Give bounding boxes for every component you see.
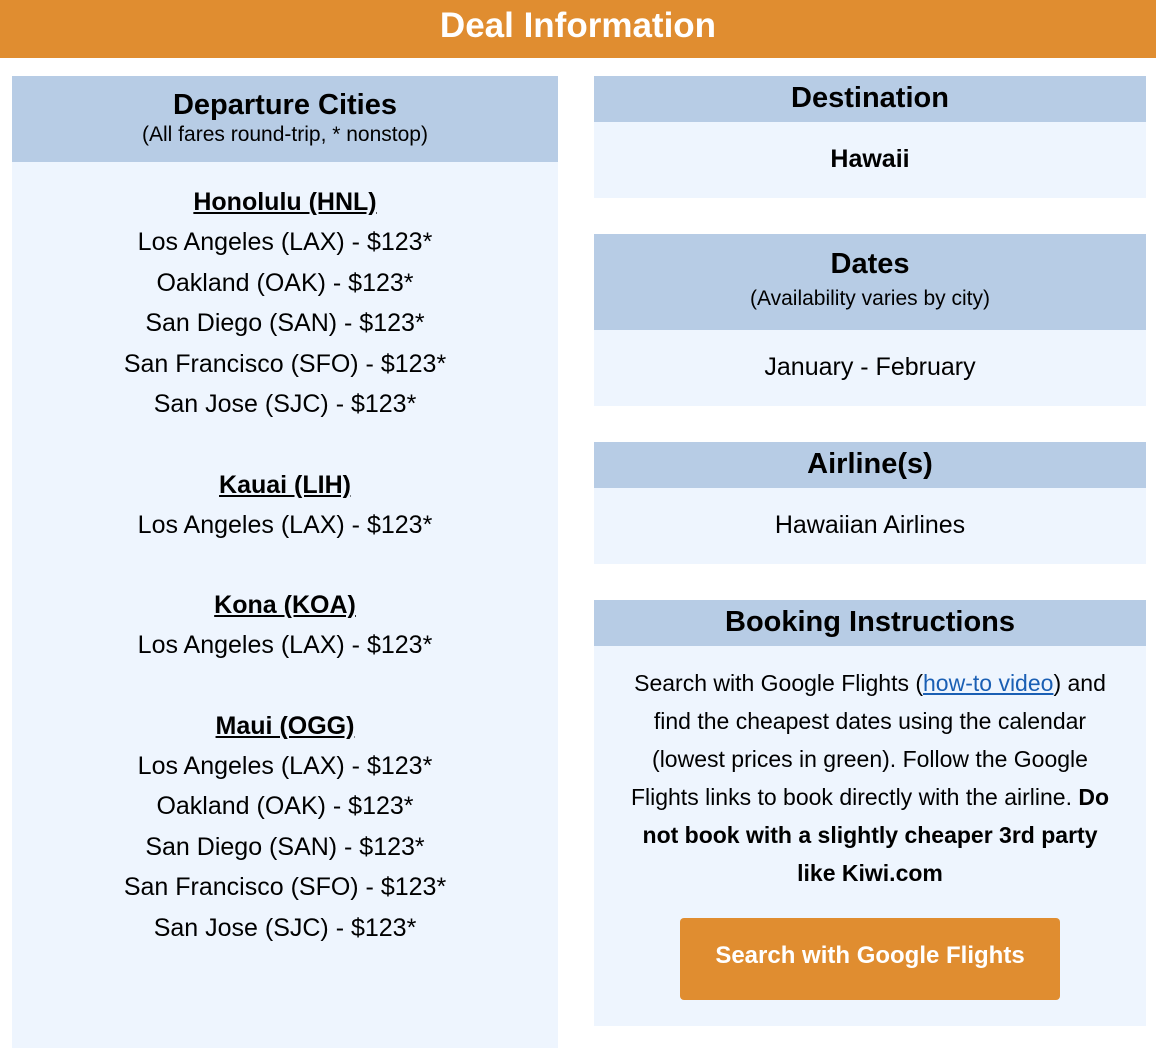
search-google-flights-button[interactable]: Search with Google Flights	[680, 918, 1060, 1000]
group-title: Kauai (LIH)	[219, 470, 351, 499]
route-item: Oakland (OAK) - $123*	[156, 792, 414, 820]
departure-cities-panel	[12, 76, 558, 1048]
airline-title: Airline(s)	[807, 448, 933, 480]
airline-panel	[594, 442, 1146, 564]
route-item: Oakland (OAK) - $123*	[156, 268, 414, 297]
destination-header	[594, 76, 1146, 122]
destination-group-kauai	[12, 465, 558, 546]
group-title: Maui (OGG)	[215, 711, 355, 740]
departure-cities-list	[12, 162, 558, 948]
booking-instructions-panel	[594, 600, 1146, 1026]
booking-instructions-title: Booking Instructions	[725, 606, 1015, 638]
airline-header	[594, 442, 1146, 488]
route-item: Los Angeles (LAX) - $123*	[137, 751, 433, 780]
route-item: San Jose (SJC) - $123*	[153, 913, 417, 942]
destination-group-kona	[12, 585, 558, 666]
deal-information-banner: Deal Information	[0, 0, 1156, 58]
group-title: Kona (KOA)	[214, 591, 356, 619]
dates-subtitle: (Availability varies by city)	[749, 287, 990, 310]
booking-instructions-text	[594, 646, 1146, 892]
how-to-video-link[interactable]: how-to video	[923, 670, 1054, 696]
route-item: San Diego (SAN) - $123*	[145, 309, 425, 337]
route-item: San Francisco (SFO) - $123*	[123, 873, 447, 901]
route-item: Los Angeles (LAX) - $123*	[137, 631, 433, 659]
dates-value: January - February	[764, 353, 976, 381]
dates-title: Dates	[830, 248, 910, 280]
route-item: Los Angeles (LAX) - $123*	[137, 228, 433, 256]
destination-panel	[594, 76, 1146, 198]
route-item: Los Angeles (LAX) - $123*	[137, 510, 433, 539]
instructions-text-start: Search with Google Flights (	[634, 670, 924, 696]
instructions-text-body: ) and find the cheapest dates using the calendar (lowest prices in green). Follow the Google Flights links to book directly with the airline.	[630, 670, 1106, 810]
route-item: San Francisco (SFO) - $123*	[123, 349, 447, 378]
destination-group-maui	[12, 706, 558, 949]
destination-title: Destination	[791, 82, 949, 114]
destination-group-honolulu	[12, 182, 558, 425]
route-item: San Jose (SJC) - $123*	[153, 390, 417, 418]
dates-panel	[594, 234, 1146, 406]
airline-value: Hawaiian Airlines	[774, 511, 966, 539]
departure-cities-title: Departure Cities	[172, 89, 397, 121]
departure-cities-subtitle: (All fares round-trip, * nonstop)	[142, 123, 428, 146]
booking-instructions-header	[594, 600, 1146, 646]
group-title: Honolulu (HNL)	[193, 188, 377, 216]
instructions-warning: Do not book with a slightly cheaper 3rd party like Kiwi.com	[642, 784, 1110, 886]
departure-cities-header	[12, 76, 558, 162]
dates-header	[594, 234, 1146, 330]
route-item: San Diego (SAN) - $123*	[145, 832, 425, 861]
destination-value: Hawaii	[830, 145, 910, 173]
